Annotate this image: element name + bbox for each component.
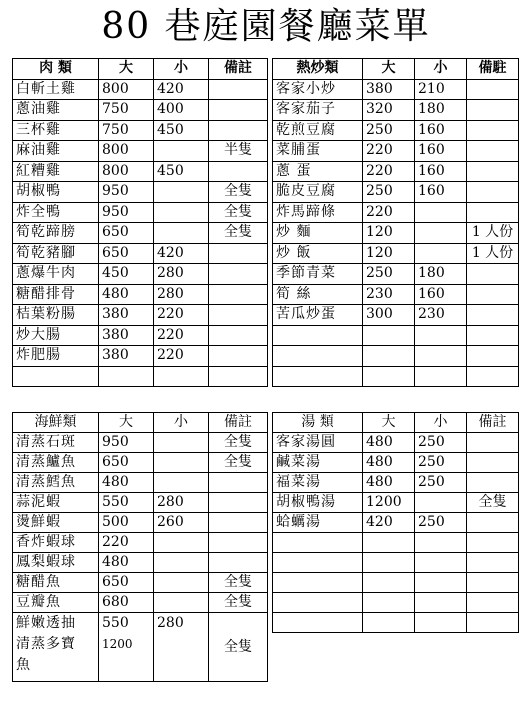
- note: [467, 573, 519, 593]
- category-header: 海鮮類: [13, 413, 99, 433]
- small-price: 280: [154, 284, 209, 305]
- menu-row: [13, 613, 268, 682]
- large-price: 220: [99, 533, 154, 553]
- dish-name: 炒 麵: [273, 223, 363, 244]
- menu-row: [273, 513, 519, 533]
- small-price: 180: [415, 264, 467, 285]
- note: 1 人份: [467, 223, 519, 244]
- menu-row: [13, 100, 268, 121]
- dish-name: [273, 346, 363, 367]
- note: 全隻: [209, 433, 268, 453]
- large-price: 480: [363, 473, 415, 493]
- large-price: 420: [363, 513, 415, 533]
- note: [467, 120, 519, 141]
- menu-row: [273, 100, 519, 121]
- note: [209, 346, 268, 367]
- menu-row: [13, 573, 268, 593]
- large-price: 650: [99, 573, 154, 593]
- dish-name: 筍乾蹄膀: [13, 223, 99, 244]
- large-price: 120: [363, 243, 415, 264]
- note: [209, 366, 268, 387]
- large-price: 480: [99, 553, 154, 573]
- large-price: 250: [363, 264, 415, 285]
- menu-row: [273, 553, 519, 573]
- seafood-table: [12, 412, 268, 682]
- note: [467, 161, 519, 182]
- large-price: 380: [99, 325, 154, 346]
- dish-name: 鹹菜湯: [273, 453, 363, 473]
- small-price: [415, 553, 467, 573]
- dish-name-line: 魚: [16, 657, 31, 673]
- dish-name: 乾煎豆腐: [273, 120, 363, 141]
- large-price: 380: [99, 305, 154, 326]
- large-price: 750: [99, 100, 154, 121]
- dish-name: 炒 飯: [273, 243, 363, 264]
- stirfry-header-row: [273, 59, 519, 80]
- large-price: 220: [363, 161, 415, 182]
- dish-name: 炸肥腸: [13, 346, 99, 367]
- note-header: 備註: [209, 413, 268, 433]
- menu-row: [273, 182, 519, 203]
- menu-row: [273, 79, 519, 100]
- menu-row: [13, 264, 268, 285]
- small-price: 160: [415, 141, 467, 162]
- large-price: 750: [99, 120, 154, 141]
- note: [467, 366, 519, 387]
- large-price: [363, 366, 415, 387]
- menu-row: [13, 533, 268, 553]
- menu-title: 80 巷庭園餐廳菜單: [101, 6, 431, 47]
- small-price: 420: [154, 243, 209, 264]
- menu-row: [13, 120, 268, 141]
- large-price: 650: [99, 243, 154, 264]
- large-price: 480: [99, 473, 154, 493]
- large-price: 220: [363, 141, 415, 162]
- small-price: [415, 346, 467, 367]
- large-price: [99, 613, 154, 682]
- large-price: 320: [363, 100, 415, 121]
- note: 全隻: [209, 593, 268, 613]
- dish-name: [273, 533, 363, 553]
- dish-name: 胡椒鴨湯: [273, 493, 363, 513]
- menu-row: [273, 120, 519, 141]
- menu-row: [13, 284, 268, 305]
- menu-row: [273, 141, 519, 162]
- note: [209, 513, 268, 533]
- small-price: [154, 223, 209, 244]
- note: [467, 100, 519, 121]
- small-price: 180: [415, 100, 467, 121]
- large-price: 480: [99, 284, 154, 305]
- menu-row: [273, 305, 519, 326]
- seafood-body: [13, 433, 268, 682]
- note-header: 備駐: [467, 59, 519, 80]
- note: [209, 553, 268, 573]
- small-price: [415, 573, 467, 593]
- small-price: [415, 533, 467, 553]
- note: [467, 613, 519, 633]
- small-price: 420: [154, 79, 209, 100]
- small-price: [154, 433, 209, 453]
- dish-name: 蔥油雞: [13, 100, 99, 121]
- small-price: 160: [415, 284, 467, 305]
- large-header: 大: [363, 59, 415, 80]
- large-price: 250: [363, 120, 415, 141]
- note: [467, 433, 519, 453]
- menu-row: [273, 223, 519, 244]
- dish-name: 香炸蝦球: [13, 533, 99, 553]
- menu-row: [13, 223, 268, 244]
- dish-name: 炒大腸: [13, 325, 99, 346]
- note: [467, 473, 519, 493]
- large-price: 650: [99, 453, 154, 473]
- dish-name: 福菜湯: [273, 473, 363, 493]
- large-price: 500: [99, 513, 154, 533]
- dish-name-line: 鮮嫩透抽: [16, 615, 76, 631]
- dish-name: [273, 366, 363, 387]
- dish-name: 清蒸鱈魚: [13, 473, 99, 493]
- note: [209, 613, 268, 682]
- menu-row: [13, 433, 268, 453]
- small-price: 250: [415, 513, 467, 533]
- small-price: [154, 613, 209, 682]
- small-price: [415, 223, 467, 244]
- large-price: [363, 573, 415, 593]
- menu-row: [273, 593, 519, 613]
- soup-table: [272, 412, 519, 633]
- note: [209, 325, 268, 346]
- note: 全隻: [209, 573, 268, 593]
- menu-row: [13, 202, 268, 223]
- small-price: 220: [154, 346, 209, 367]
- dish-name: 蔥 蛋: [273, 161, 363, 182]
- category-header: 肉 類: [13, 59, 99, 80]
- dish-name: 白斬土雞: [13, 79, 99, 100]
- large-price: [363, 325, 415, 346]
- menu-row: [13, 346, 268, 367]
- small-header: 小: [154, 413, 209, 433]
- small-price: 280: [154, 493, 209, 513]
- menu-row: [13, 493, 268, 513]
- dish-name-line: 清蒸多寶: [16, 636, 76, 652]
- dish-name: 紅糟雞: [13, 161, 99, 182]
- small-price: 450: [154, 161, 209, 182]
- note-header: 備註: [209, 59, 268, 80]
- large-price: 680: [99, 593, 154, 613]
- small-price: [154, 182, 209, 203]
- dish-name: 蛤蠣湯: [273, 513, 363, 533]
- note: [467, 264, 519, 285]
- meat-header-row: [13, 59, 268, 80]
- note: [467, 325, 519, 346]
- dish-name: 糖醋排骨: [13, 284, 99, 305]
- menu-row: [273, 433, 519, 453]
- dish-name: 脆皮豆腐: [273, 182, 363, 203]
- dish-name: 麻油雞: [13, 141, 99, 162]
- note: [209, 305, 268, 326]
- menu-row: [273, 533, 519, 553]
- meat-table: [12, 58, 268, 387]
- large-price: 480: [363, 433, 415, 453]
- menu-row: [13, 141, 268, 162]
- large-price: 950: [99, 182, 154, 203]
- soup-body: [273, 433, 519, 633]
- small-price: [154, 141, 209, 162]
- menu-row: [13, 325, 268, 346]
- note: [209, 533, 268, 553]
- menu-row: [273, 325, 519, 346]
- small-price: [154, 453, 209, 473]
- menu-row: [13, 513, 268, 533]
- large-price: [99, 366, 154, 387]
- dish-name: 筍乾豬腳: [13, 243, 99, 264]
- small-price: [415, 325, 467, 346]
- note: [467, 453, 519, 473]
- large-price: [363, 346, 415, 367]
- soup-header-row: [273, 413, 519, 433]
- dish-name: [273, 613, 363, 633]
- dish-name: 糖醋魚: [13, 573, 99, 593]
- menu-row: [13, 161, 268, 182]
- menu-row: [13, 453, 268, 473]
- large-price: 550: [99, 493, 154, 513]
- menu-row: [273, 264, 519, 285]
- menu-row: [13, 553, 268, 573]
- dish-name: 清蒸鱸魚: [13, 453, 99, 473]
- menu-row: [273, 493, 519, 513]
- small-price: [415, 493, 467, 513]
- note: [467, 553, 519, 573]
- menu-row: [13, 182, 268, 203]
- small-price: 260: [154, 513, 209, 533]
- note: [209, 264, 268, 285]
- dish-name: 清蒸石斑: [13, 433, 99, 453]
- large-price: 450: [99, 264, 154, 285]
- small-price: 220: [154, 305, 209, 326]
- dish-name: 菜脯蛋: [273, 141, 363, 162]
- menu-row: [273, 453, 519, 473]
- note: [467, 202, 519, 223]
- seafood-header-row: [13, 413, 268, 433]
- menu-row: [273, 473, 519, 493]
- note: [209, 473, 268, 493]
- menu-row: [13, 473, 268, 493]
- small-price-line: 280: [157, 615, 184, 631]
- dish-name: 胡椒鴨: [13, 182, 99, 203]
- large-price: 800: [99, 161, 154, 182]
- dish-name: 客家湯圓: [273, 433, 363, 453]
- category-header: 湯 類: [273, 413, 363, 433]
- note-line: 全隻: [224, 638, 252, 655]
- menu-row: [13, 593, 268, 613]
- note: [467, 593, 519, 613]
- meat-body: [13, 79, 268, 387]
- small-price: 210: [415, 79, 467, 100]
- note-header: 備註: [467, 413, 519, 433]
- note: [209, 493, 268, 513]
- menu-row: [273, 161, 519, 182]
- menu-row: [13, 243, 268, 264]
- note: [467, 533, 519, 553]
- small-price: 250: [415, 433, 467, 453]
- note: 1 人份: [467, 243, 519, 264]
- large-price: [363, 593, 415, 613]
- small-price: 250: [415, 453, 467, 473]
- large-header: 大: [99, 413, 154, 433]
- small-price: 450: [154, 120, 209, 141]
- note: [467, 141, 519, 162]
- note: 全隻: [467, 493, 519, 513]
- large-price: 250: [363, 182, 415, 203]
- small-price: [154, 202, 209, 223]
- stirfry-table: [272, 58, 519, 387]
- large-price: 380: [99, 346, 154, 367]
- large-price: [363, 533, 415, 553]
- small-price: 230: [415, 305, 467, 326]
- note: [209, 100, 268, 121]
- large-price: [363, 613, 415, 633]
- dish-name: 炸全鴨: [13, 202, 99, 223]
- dish-name: 客家小炒: [273, 79, 363, 100]
- small-price: 160: [415, 120, 467, 141]
- small-price: [154, 366, 209, 387]
- note: [209, 284, 268, 305]
- note: [209, 120, 268, 141]
- large-price: 120: [363, 223, 415, 244]
- small-price: [415, 593, 467, 613]
- large-price-line: 550: [102, 615, 129, 631]
- menu-row: [273, 366, 519, 387]
- dish-name: 豆瓣魚: [13, 593, 99, 613]
- small-price: [154, 573, 209, 593]
- note: [209, 243, 268, 264]
- large-header: 大: [99, 59, 154, 80]
- dish-name: [273, 573, 363, 593]
- note: [209, 79, 268, 100]
- dish-name: 三杯雞: [13, 120, 99, 141]
- small-price: [415, 202, 467, 223]
- dish-name: [273, 553, 363, 573]
- dish-name: 炸馬蹄條: [273, 202, 363, 223]
- note: [467, 79, 519, 100]
- dish-name: 蔥爆牛肉: [13, 264, 99, 285]
- note: 半隻: [209, 141, 268, 162]
- dish-name: 季節青菜: [273, 264, 363, 285]
- large-price: 1200: [363, 493, 415, 513]
- large-price: 230: [363, 284, 415, 305]
- stirfry-body: [273, 79, 519, 387]
- dish-name: 蒜泥蝦: [13, 493, 99, 513]
- small-price: [154, 593, 209, 613]
- note: [467, 513, 519, 533]
- large-price: 380: [363, 79, 415, 100]
- large-price: [363, 553, 415, 573]
- note: 全隻: [209, 223, 268, 244]
- dish-name: [13, 613, 99, 682]
- large-price: 300: [363, 305, 415, 326]
- small-price: [154, 473, 209, 493]
- menu-row: [273, 346, 519, 367]
- menu-row: [13, 366, 268, 387]
- menu-row: [13, 305, 268, 326]
- small-header: 小: [415, 413, 467, 433]
- large-price: 480: [363, 453, 415, 473]
- small-price: [154, 553, 209, 573]
- menu-row: [273, 202, 519, 223]
- dish-name: [13, 366, 99, 387]
- menu-row: [13, 79, 268, 100]
- category-header: 熱炒類: [273, 59, 363, 80]
- menu-row: [273, 613, 519, 633]
- small-price: 250: [415, 473, 467, 493]
- menu-row: [273, 243, 519, 264]
- menu-row: [273, 573, 519, 593]
- dish-name: 筍 絲: [273, 284, 363, 305]
- small-price: 160: [415, 182, 467, 203]
- dish-name: [273, 593, 363, 613]
- note: [467, 284, 519, 305]
- small-price: [415, 613, 467, 633]
- small-price: [415, 243, 467, 264]
- menu-row: [273, 284, 519, 305]
- small-price: 400: [154, 100, 209, 121]
- small-price: [154, 533, 209, 553]
- small-header: 小: [415, 59, 467, 80]
- note: 全隻: [209, 453, 268, 473]
- large-price: 950: [99, 202, 154, 223]
- small-price: 160: [415, 161, 467, 182]
- dish-name: 燙鮮蝦: [13, 513, 99, 533]
- large-price-line: 1200: [102, 637, 133, 651]
- large-header: 大: [363, 413, 415, 433]
- large-price: 220: [363, 202, 415, 223]
- dish-name: 桔葉粉腸: [13, 305, 99, 326]
- dish-name: 鳳梨蝦球: [13, 553, 99, 573]
- note: [467, 305, 519, 326]
- note: [467, 182, 519, 203]
- dish-name: [273, 325, 363, 346]
- large-price: 950: [99, 433, 154, 453]
- note: [467, 346, 519, 367]
- dish-name: 苦瓜炒蛋: [273, 305, 363, 326]
- large-price: 800: [99, 79, 154, 100]
- large-price: 650: [99, 223, 154, 244]
- dish-name: 客家茄子: [273, 100, 363, 121]
- note: 全隻: [209, 182, 268, 203]
- small-price: [415, 366, 467, 387]
- small-price: 280: [154, 264, 209, 285]
- note: [209, 161, 268, 182]
- note: 全隻: [209, 202, 268, 223]
- small-header: 小: [154, 59, 209, 80]
- large-price: 800: [99, 141, 154, 162]
- small-price: 220: [154, 325, 209, 346]
